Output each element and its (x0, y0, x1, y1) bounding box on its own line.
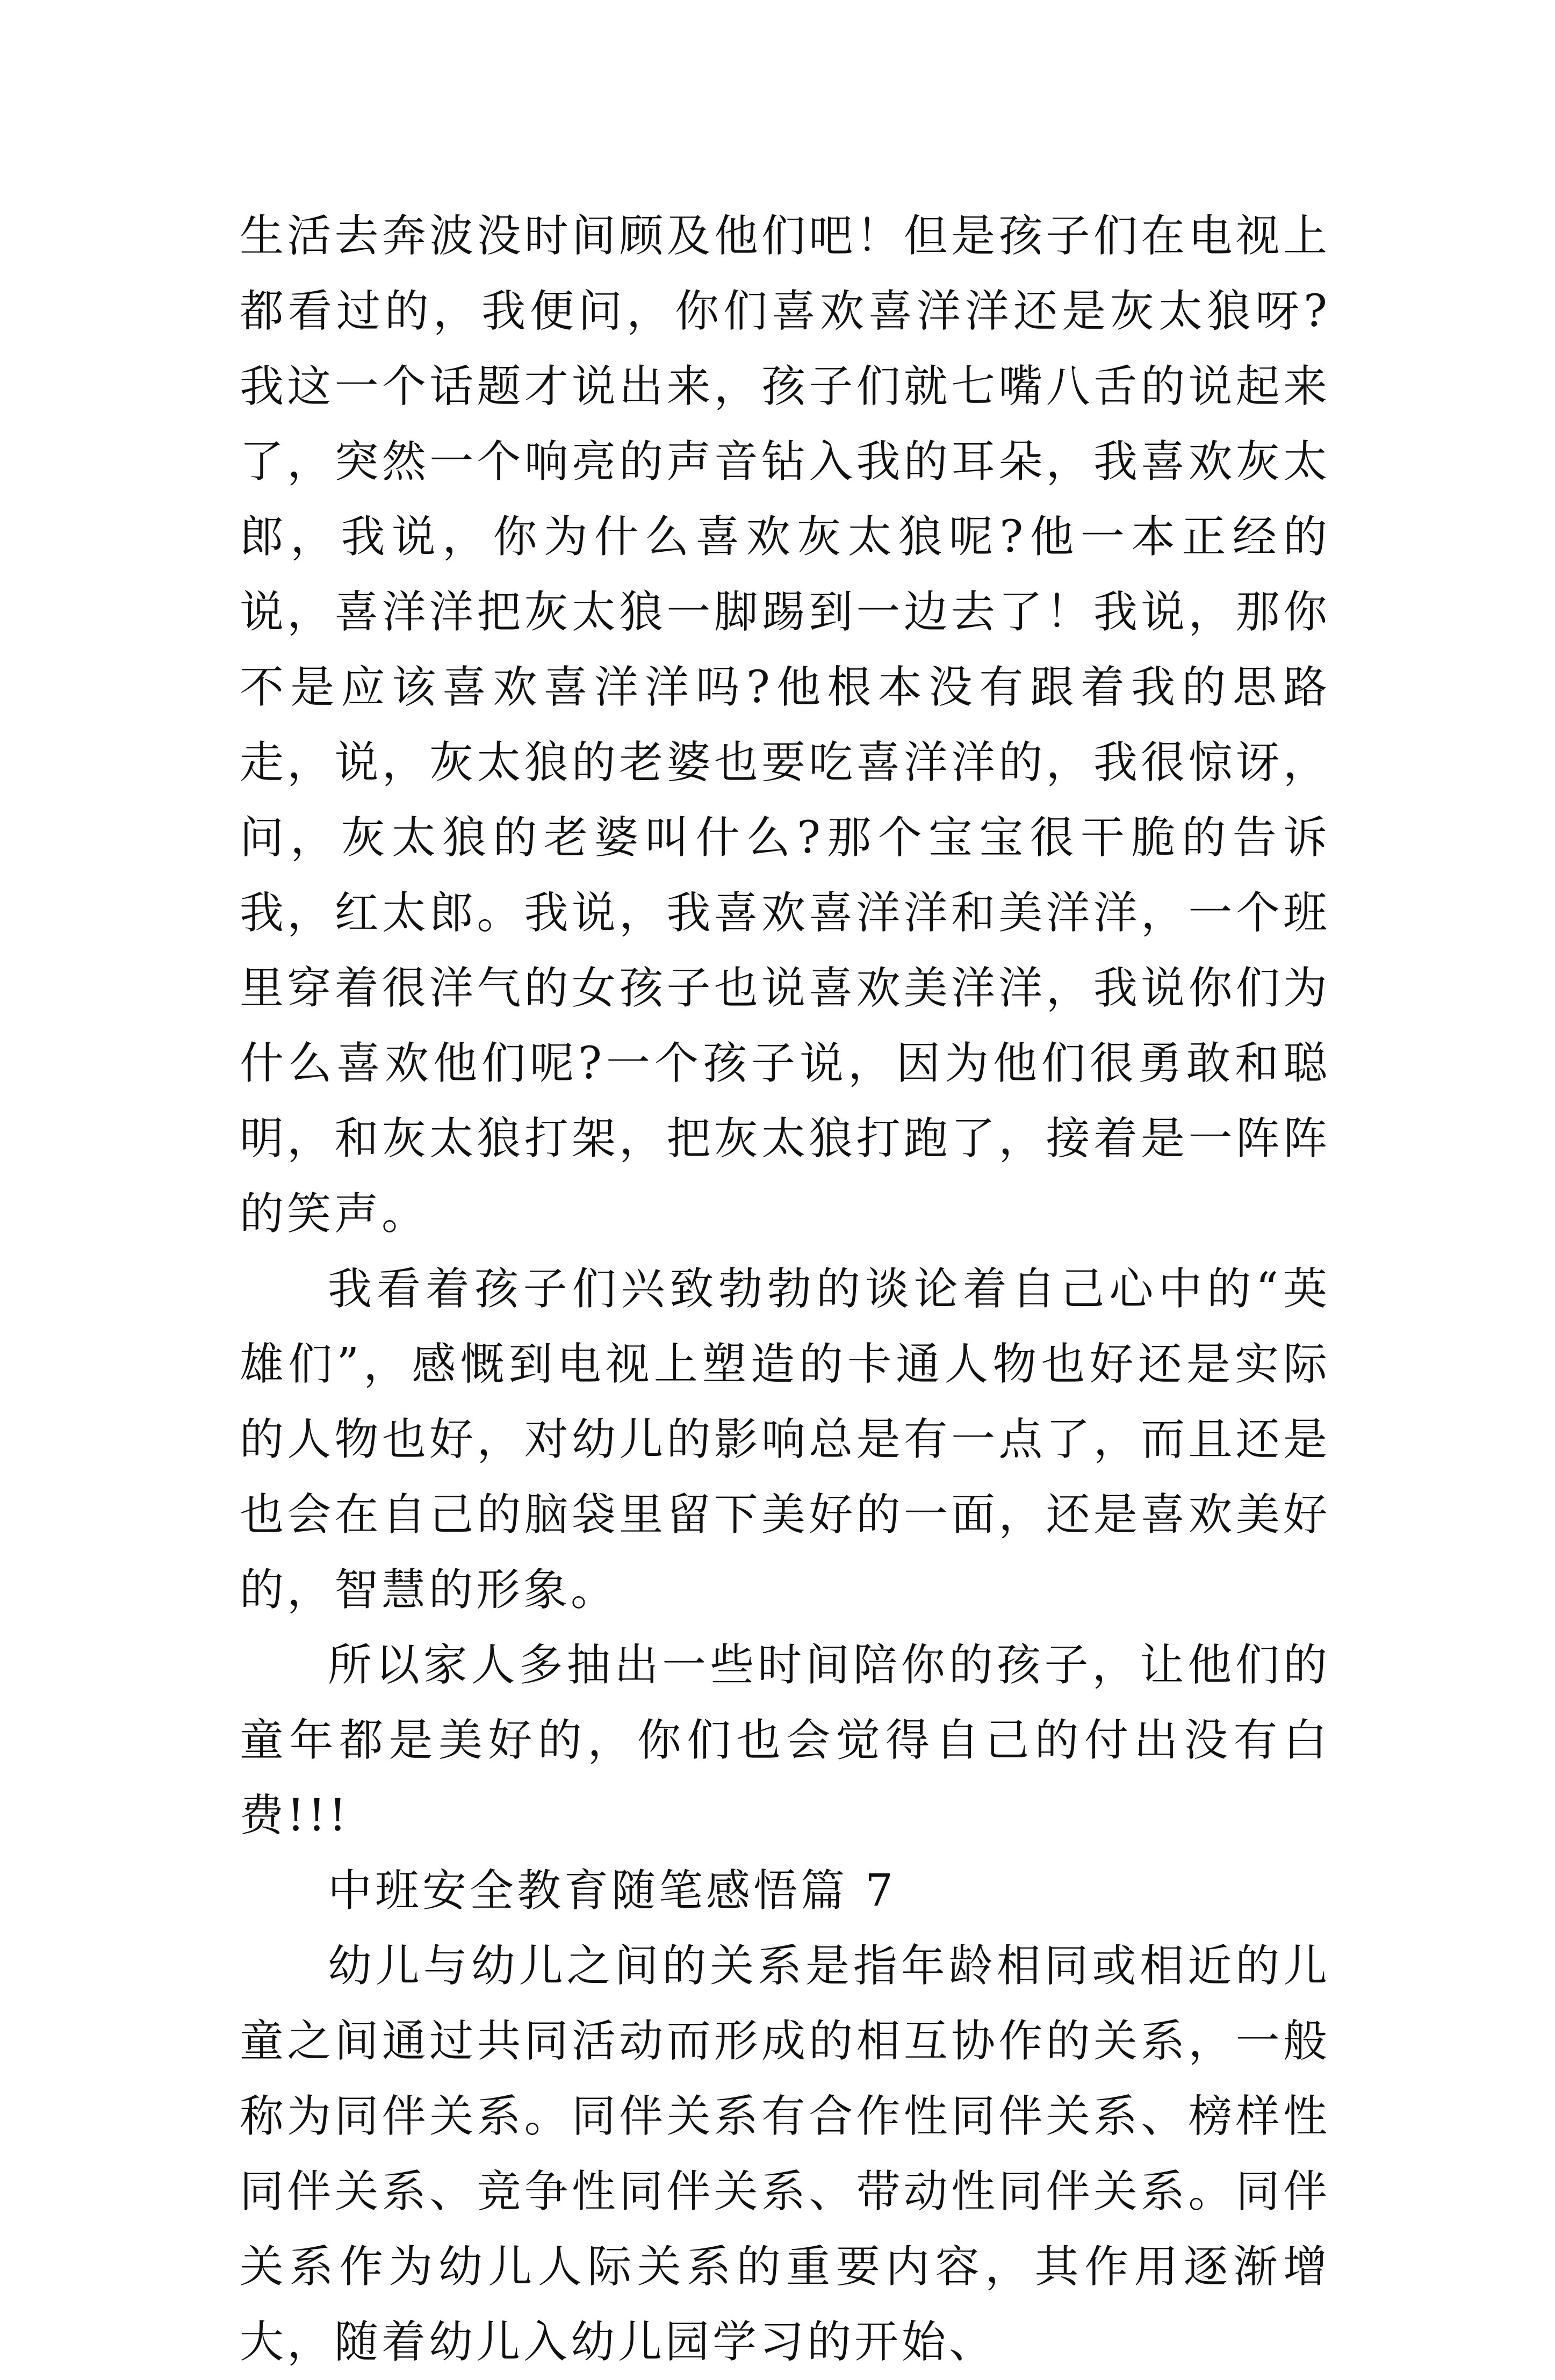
paragraph-1: 生活去奔波没时间顾及他们吧！但是孩子们在电视上都看过的，我便问，你们喜欢喜洋洋还是灰太狼呀?我这一个话题才说出来，孩子们就七嘴八舌的说起来了，突然一个响亮的声音钻入我的耳朵，我喜欢灰太郎，我说，你为什么喜欢灰太狼呢?他一本正经的说，喜洋洋把灰太狼一脚踢到一边去了！我说，那你不是应该喜欢喜洋洋吗?他根本没有跟着我的思路走，说，灰太狼的老婆也要吃喜洋洋的，我很惊讶，问，灰太狼的老婆叫什么?那个宝宝很干脆的告诉我，红太郎。我说，我喜欢喜洋洋和美洋洋，一个班里穿着很洋气的女孩子也说喜欢美洋洋，我说你们为什么喜欢他们呢?一个孩子说，因为他们很勇敢和聪明，和灰太狼打架，把灰太狼打跑了，接着是一阵阵的笑声。 (240, 211, 1330, 1239)
paragraph-3: 所以家人多抽出一些时间陪你的孩子，让他们的童年都是美好的，你们也会觉得自己的付出没有白费!!! (240, 1640, 1330, 1841)
paragraph-2: 我看着孩子们兴致勃勃的谈论着自己心中的“英雄们”，感慨到电视上塑造的卡通人物也好还是实际的人物也好，对幼儿的影响总是有一点了，而且还是也会在自己的脑袋里留下美好的一面，还是喜欢美好的，智慧的形象。 (240, 1264, 1330, 1615)
paragraph-4: 幼儿与幼儿之间的关系是指年龄相同或相近的儿童之间通过共同活动而形成的相互协作的关系，一般称为同伴关系。同伴关系有合作性同伴关系、榜样性同伴关系、竞争性同伴关系、带动性同伴关系。同伴关系作为幼儿人际关系的重要内容，其作用逐渐增大，随着幼儿入幼儿园学习的开始、 (240, 1941, 1330, 2368)
document-body (240, 199, 1330, 2380)
section-heading: 中班安全教育随笔感悟篇 7 (328, 1865, 897, 1916)
